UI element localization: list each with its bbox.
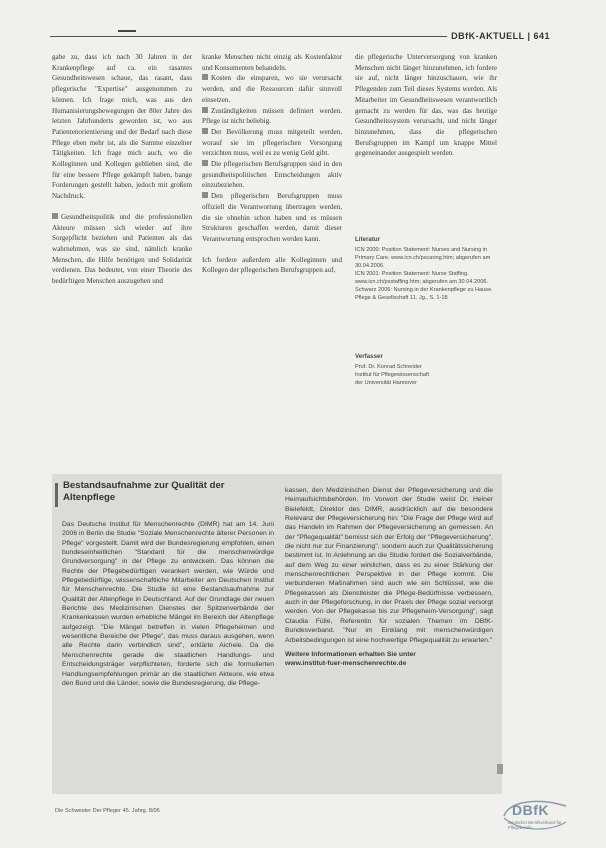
column-3 xyxy=(355,52,497,159)
col1-paragraph-1: gabe zu, dass ich nach 30 Jahren in der Krankenpflege auf ca. ein rasantes Gesundheitswesen schaue, das rasant, dass pflegerische "Expertise" ausgenommen zu können. Ich frage mich, was aus den Humanisierungsbewegungen der 80er Jahre des letzten Jahrhunderts geworden ist, wo aus Patientenorientierung und der Bedarf nach diese Pflege eben mehr ist, als die Summe einzelner Tätigkeiten. Ich frage mich auch, wo die Kolleginnen und Kollegen geblieben sind, die für eine bessere Pflege gekämpft haben, bange Forderungen gestellt haben, jedoch mit großem Nachdruck. xyxy=(52,53,192,201)
col2-item-2 xyxy=(202,73,342,105)
header-mark xyxy=(118,30,136,32)
bullet-square-icon xyxy=(52,213,58,219)
reference-item: ICN 2001: Position Statement: Nurse Staffing. www.icn.ch/psstaffing.htm; abgerufen am 30.04.2006. xyxy=(355,271,488,285)
box-title-accent xyxy=(55,483,58,507)
bullet-square-icon xyxy=(202,192,208,198)
col2-item-3-text: Zuständigkeiten müssen definiert werden. Pflege ist nicht beliebig. xyxy=(202,106,342,126)
col1-paragraph-2 xyxy=(52,212,192,287)
box-column-left xyxy=(62,520,274,688)
author-block xyxy=(355,353,497,387)
col3-paragraph: die pflegerische Unterversorgung von kranken Menschen nicht länger hinzunehmen, ich fordere sie auf, nicht länger hinzuschauen, wie ihr Pflegenden zum Teil dieses Systems werden. Als Mitarbeiter im Gesundheitswesen verantwortlich gemacht zu werden für das, was das heutige Gesundheitssystem verursacht, und nicht länger hinzunehmen, dass die pflegerischen Berufsgruppen im Kampf um knappe Mittel gegeneinander ausgespielt werden. xyxy=(355,53,497,158)
box-column-right xyxy=(285,486,493,669)
column-1 xyxy=(52,52,192,287)
logo-subtitle: Deutscher Berufsverband für Pflegeberufe xyxy=(508,820,562,830)
col2-item-4-text: Der Bevölkerung muss mitgeteilt werden, worauf sie im pflegerischen Versorgung verzichten muss, weil es zu wenig Geld gibt. xyxy=(202,127,342,158)
box-more-info-link[interactable]: www.institut-fuer-menschenrechte.de xyxy=(285,660,407,668)
references xyxy=(355,236,497,302)
col2-item-3 xyxy=(202,106,342,127)
author-line: Institut für Pflegewissenschaft xyxy=(355,372,429,378)
col2-item-4 xyxy=(202,127,342,159)
box-more-info: Weitere Informationen erhalten Sie unter xyxy=(285,650,416,658)
col1-paragraph-2-text: Gesundheitspolitik und die professionellen Akteure müssen sich wieder auf ihre Sorgepflicht beziehen und Patienten als das wahrnehmen, was sie sind, nämlich kranke Menschen, die Hilfe benötigen und Solidarität verdienen. Das bedeutet, von einer Theorie des bedürftigen Menschen auszugehen und xyxy=(52,212,192,286)
author-line: der Universität Hannover xyxy=(355,380,417,386)
col2-item-1: kranke Menschen nicht einzig als Kostenfaktor und Konsumenten behandeln. xyxy=(202,53,342,72)
logo-text: DBfK xyxy=(512,802,549,818)
col2-item-6 xyxy=(202,191,342,245)
col2-item-2-text: Kosten die einsparen, wo sie verursacht werden, und die Ressourcen dafür sinnvoll einsetzen. xyxy=(202,74,342,104)
col2-item-7: Ich fordere außerdem alle Kolleginnen und Kollegen der pflegerischen Berufsgruppen auf, xyxy=(202,255,342,275)
box-title: Bestandsaufnahme zur Qualität der Altenpflege xyxy=(63,480,225,503)
bullet-square-icon xyxy=(202,107,208,113)
references-heading: Literatur xyxy=(355,236,381,243)
box-right-text: kassen, den Medizinischen Dienst der Pflegeversicherung und die Heimaufsichtsbehörden. Im Vorwort der Studie weist Dr. Heiner Bielefeldt, Direktor des DIMR, ausdrücklich auf die besondere Relevanz der Pflegeversicherung hin: "Die Frage der Pflege wird auf das Handeln im Rahmen der Pflegeversicherung an gemessen. An der "Pflegequalität" bemisst sich der Erfolg der "Pflegeversicherung", die nicht nur zur Finanzierung", sondern auch zur Qualitätssicherung bestimmt ist. In Anlehnung an die Studie fordert die Sozialverbände, auf dem Weg zu einer wirklichen, dass es zu einer Stärkung der menschenrechtlichen Perspektive in der Pflege kommt. Die verbundenen Maßnahmen sind auch wie ein Schlüssel, wie die Pflegekassen als Dienstleister die Pflege-Bedürfnisse verbessern, auch in der Pflegeforschung, in der Praxis der Pflege sozial versorgt werden. Von der Pflegekasse bis zur Pflegeheim-Versorgung", sagt Claudia Fülle, Referentin für sozialen Themen im DBfK-Bundesverband. "Nur im Einklang mit menschenwürdigen Arbeitsbedingungen ist eine hochwertige Pflegequalität zu erwarten." xyxy=(285,487,493,644)
side-marker xyxy=(497,764,503,774)
column-2 xyxy=(202,52,342,276)
footer-citation: Die Schwester Der Pfleger 45. Jahrg. 8/06 xyxy=(55,808,160,814)
bullet-square-icon xyxy=(202,74,208,80)
reference-item: ICN 2000: Position Statement: Nurses and Nursing in Primary Care. www.icn.ch/pscaring.htm; abgerufen am 30.04.2006. xyxy=(355,247,491,269)
col2-item-5-text: Die pflegerischen Berufsgruppen sind in den gesundheitspolitischen Entscheidungen aktiv einzubeziehen. xyxy=(202,160,342,190)
bullet-square-icon xyxy=(202,160,208,166)
col2-item-5 xyxy=(202,159,342,191)
author-heading: Verfasser xyxy=(355,353,383,360)
running-header: DBfK-AKTUELL | 641 xyxy=(447,31,550,41)
reference-item: Schwarz 2006: Nursing in der Krankenpflege zu Hause. Pflege & Gesellschaft 11. Jg., S. 1-18 xyxy=(355,287,493,301)
col2-item-6-text: Den pflegerischen Berufsgruppen muss offiziell die Verantwortung übertragen werden, die sie ohnehin schon haben und es müssen Strukturen geschaffen werden, damit dieser Verantwortung entsprochen werden kann. xyxy=(202,192,342,243)
box-left-text: Das Deutsche Institut für Menschenrechte (DIMR) hat am 14. Juni 2006 in Berlin die Studie "Soziale Menschenrechte älterer Personen in Pflege" vorgestellt. Damit wird der Bundesregierung empfohlen, einen bundeseinheitlichen "Standard für die menschenwürdige Grundversorgung" in der Pflege zu entwickeln. Das können die Rechte der Pflegebedürftigen verankert werden, wie Würde und Pflegebedürftige, wissenschaftliche Mitarbeiter am Deutschen Institut für Menschenrechte. Die Studie ist eine Bestandsaufnahme zur Qualität der Altenpflege in Deutschland. Auf der Grundlage der neuen Berichte des Medizinischen Dienstes der Spitzenverbände der Krankenkassen wurden erhebliche Mängel im Bereich der Altenpflege aufgezeigt. "Die Mängel betreffen in vielen Pflegeheimen und wesentliche Bereiche der Pflege", das muss daraus ausgehen, wenn alle Rechte darin verbindlich sind", erklärte Aichele. Da die Menschenrechte gerade die staatlichen Handlungs- und Entscheidungsträger verpflichteten, forderte sich die formulierten Handlungsempfehlungen primär an die staatlichen Akteure, wie etwa den Bund und die Länder, sowie die Bundesregierung, die Pflege- xyxy=(62,521,274,687)
author-line: Prof. Dr. Konrad Schneider xyxy=(355,364,422,370)
bullet-square-icon xyxy=(202,128,208,134)
